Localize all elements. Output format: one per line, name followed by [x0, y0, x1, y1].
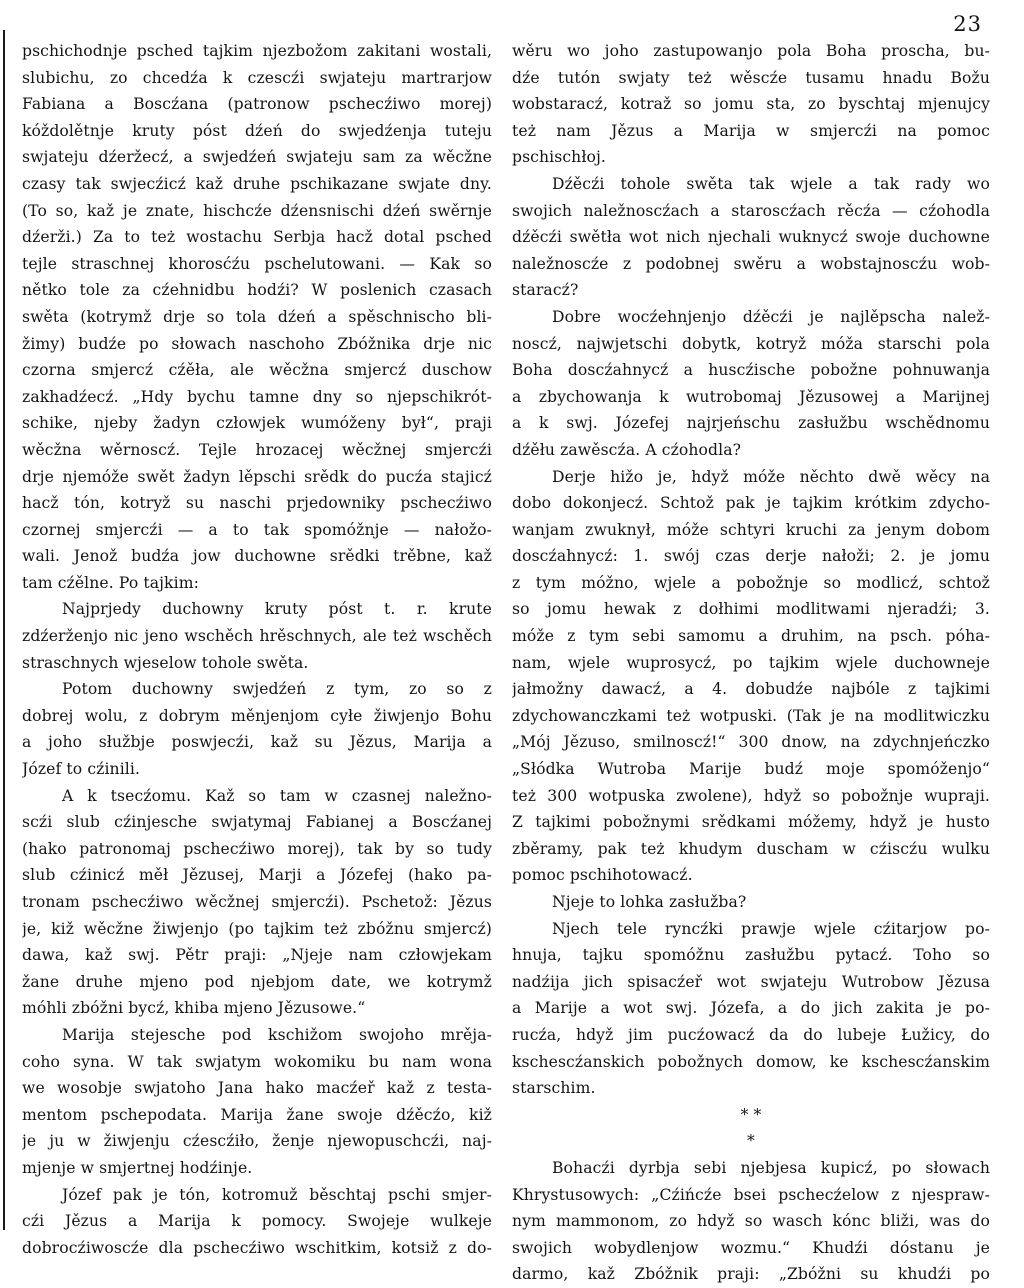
text-line: nětko tole za cźehnidbu hodźi? W poslenich czasach [22, 281, 492, 300]
text-line: wali. Jenož budźa jow duchowne srědki trěbne, kaž [22, 547, 492, 566]
text-line: hnuja, tajku spomóžnu zasłužbu pytacź. Toho so [512, 946, 990, 965]
text-line: žimy) budźe po słowach naschoho Zbóžnika drje nic [22, 334, 492, 353]
text-line: pschichodnje psched tajkim njezbožom zakitani wostali, [22, 42, 492, 60]
text-line: cźi Jězus a Marija k pomocy. Swojeje wulkeje [22, 1212, 492, 1231]
text-line: (To so, kaž je znate, hischcźe dźensnischi dźeń swěrnje [22, 201, 492, 220]
text-line: móhli zbóžni bycź, khiba mjeno Jězusowe.“ [22, 999, 366, 1018]
text-line: rucźa, hdyž jim pucźowacź da do lubeje Łužicy, do [512, 1025, 990, 1044]
text-line: doscźahnycź: 1. swój czas derje nałoži; 2. je jomu [512, 547, 990, 566]
text-line: dźěłu zawěscźa. A cźohodla? [512, 440, 742, 459]
text-line: dobrej wolu, z dobrym měnjenjom cyłe žiwjenjo Bohu [22, 706, 492, 725]
text-line: mentom pschepodata. Marija žane swoje dźěcźo, kiž [22, 1105, 492, 1124]
text-line: wěru wo joho zastupowanjo pola Boha proscha, bu- [512, 42, 990, 60]
text-line: dźěcźi swětła wot nich njechali wuknycź swoje duchowne [512, 228, 990, 247]
text-line: tam cźělne. Po tajkim: [22, 573, 199, 592]
text-line: * [747, 1132, 755, 1151]
text-line: A k tsecźomu. Kaž so tam w czasnej naležno- [62, 786, 492, 805]
text-line: kóždolětnje kruty póst dźeń do swjedźenja tuteju [22, 121, 492, 140]
text-line: kschescźanskich pobožnych domow, ke kschescźanskim [512, 1052, 990, 1071]
text-line: we wosobje swjatoho Jana hako macźeř kaž z testa- [22, 1079, 492, 1098]
text-line: Boha doscźahnycź a huscźische pobožne pohnuwanja [512, 361, 990, 380]
text-line: Bohacźi dyrbja sebi njebjesa kupicź, po słowach [552, 1158, 990, 1177]
text-line: pomoc pschihotowacź. [512, 866, 693, 885]
text-line: pschischłoj. [512, 148, 606, 167]
text-line: wěcžna wěrnoscź. Tejle hrozacej wěcžnej smjercźi [22, 440, 492, 459]
text-line: a zbychowanja k wutrobomaj Jězusowej a Marijnej [512, 387, 990, 406]
text-line: staracź? [512, 281, 579, 300]
text-line: je, kiž wěcžne žiwjenjo (po tajkim też zbóžnu smjercź) [22, 919, 492, 938]
text-line: noscź, najwjetschi dobytk, kotryž móža starschi pola [512, 334, 990, 353]
text-line: zakhadźecź. „Hdy bychu tamne dny so njepschikrót- [22, 387, 492, 406]
text-line: schike, njeby žadyn człowjek wumóženy był“, praji [22, 414, 492, 433]
text-line: Njech tele ryncźki prawje wjele cźitarjow po- [552, 919, 990, 938]
text-line: dawa, kaž swj. Pětr praji: „Njeje nam człowjekam [22, 946, 492, 965]
text-line: Najprjedy duchowny kruty póst t. r. krute [62, 600, 492, 619]
text-line: hacž tón, kotryž su naschi prjedowniky pschecźiwo [22, 494, 492, 513]
text-line: wanjam zwuknył, móže schtyri kruchi za jenym dobom [512, 520, 990, 539]
text-line: czorna smjercź cźěła, ale wěcžna smjercź duschow [22, 361, 492, 380]
text-line: straschnych wjeselow tohole swěta. [22, 653, 309, 672]
text-line: „Mój Jězuso, smilnoscź!“ 300 dnow, na zdychnjeńczko [512, 733, 990, 752]
text-line: a Marije a wot swj. Józefa, a do jich zakita je po- [512, 999, 990, 1018]
text-line: * * [740, 1105, 762, 1124]
text-line: swojich naležnoscźach a staroscźach rěcźa — cźohodla [512, 201, 990, 220]
text-line: Njeje to lohka zasłužba? [552, 893, 747, 911]
text-line: swěta (kotrymž drje so tola dźeń a spěschnischo bli- [22, 307, 492, 326]
text-line: dobrocźiwoscźe dla pschecźiwo wschitkim, kotsiž z do- [22, 1238, 492, 1257]
text-line: je ju w žiwjenju cźescźiło, ženje njewopuschcźi, naj- [22, 1132, 492, 1151]
text-line: Fabiana a Boscźana (patronow pschecźiwo morej) [22, 95, 492, 114]
text-line: a joho słužbje poswjecźi, kaž su Jězus, Marija a [22, 733, 492, 752]
text-line: slub cźinicź měł Jězusej, Marji a Józefej (hako pa- [22, 866, 492, 885]
text-line: Potom duchowny swjedźeń z tym, zo so z [62, 680, 492, 699]
text-line: starschim. [512, 1079, 596, 1098]
text-line: žane druhe mjeno pod njebjom date, we kotrymž [22, 972, 492, 991]
text-line: so jomu hewak z dołhimi modlitwami njeradźi; 3. [512, 600, 990, 619]
text-line: darmo, kaž Zbóžnik praji: „Zbóžni su khudźi po [512, 1265, 990, 1284]
text-line: slubichu, zo chcedźa k czescźi swjateju martrarjow [22, 68, 492, 87]
text-line: Dobre wocźehnjenjo dźěcźi je najlěpscha nalež- [552, 307, 990, 326]
text-line: swojich wobydlenjow wozmu.“ Khudźi dóstanu je [512, 1238, 990, 1257]
text-line: jałmožny dawacź, a 4. dobudźe najbóle z tajkimi [512, 680, 990, 699]
text-line: „Słódka Wutroba Marije budź moje spomóženjo“ [512, 760, 990, 779]
text-line: swjateju dźeržecź, a swjedźeń swjateju sam za wěcžne [22, 148, 492, 167]
text-line: dźe tutón swjaty też wěscźe tusamu hnadu Božu [512, 68, 990, 87]
text-line: coho syna. W tak swjatym wokomiku bu nam wona [22, 1052, 492, 1071]
text-line: Khrystusowych: „Cźińcźe bsei pschecźelow z njespraw- [512, 1185, 990, 1204]
text-line: Derje hižo je, hdyž móže něchto dwě wěcy na [552, 467, 990, 486]
text-line: czasy tak swjecźicź kaž druhe pschikazane swjate dny. [22, 174, 492, 193]
left-margin-rule [3, 30, 5, 1230]
text-line: wobstaracź, kotraž so jomu sta, zo byschtaj mjenujcy [512, 95, 990, 114]
text-line: nam, wjele wuprosycź, po tajkim wjele duchowneje [512, 653, 990, 672]
text-line: drje njemóže swět žadyn lěpschi srědk do pucźa stajicź [22, 467, 492, 486]
text-line: Z tajkimi pobožnymi srědkami móžemy, hdyž je husto [512, 813, 990, 832]
text-line: Józef to cźinili. [22, 760, 141, 779]
text-line: naležnoscźe z podobnej swěru a wobstajnoscźu wob- [512, 254, 990, 273]
text-line: czornej smjercźi — a to tak spomóžnje — nałožo- [22, 520, 492, 539]
text-line: scźi slub cźinjesche swjatymaj Fabianej a Boscźanej [22, 813, 492, 832]
text-line: móže z tym sebi samomu a druhim, na psch. póha- [512, 627, 990, 646]
text-line: zběramy, pak też khudym duscham w cźiscźu wulku [512, 839, 990, 858]
right-text-column [512, 38, 990, 1288]
text-line: z tym móžno, wjele a pobožnje so modlicź, schtož [512, 573, 990, 592]
text-line: Józef pak je tón, kotromuž běschtaj pschi smjer- [62, 1185, 492, 1204]
text-line: zdychowanczkami też wotpuski. (Tak je na modlitwiczku [512, 706, 990, 725]
text-line: nym mammonom, zo hdyž so wasch kónc bliži, was do [512, 1212, 990, 1231]
text-line: tronam pschecźiwo wěcžnej smjercźi). Pschetož: Jězus [22, 893, 492, 911]
text-line: Marija stejesche pod kschižom swojoho mrěja- [62, 1025, 492, 1044]
text-line: dźerži.) Za to też wostachu Serbja hacž dotal psched [22, 228, 492, 247]
text-line: nadźija jich spisacźeř wot swjateju Wutrobow Jězusa [512, 972, 990, 991]
text-line: też 300 wotpuska zwolene), hdyž so pobožnje wupraji. [512, 786, 990, 805]
text-line: Dźěcźi tohole swěta tak wjele a tak rady wo [552, 174, 990, 193]
text-line: a k swj. Józefej najrjeńschu zasłužbu wschědnomu [512, 414, 990, 433]
text-line: (hako patronomaj pschecźiwo morej), tak by so tudy [22, 839, 492, 858]
text-line: tejle straschnej khorosćźu pschelutowani. — Kak so [22, 254, 492, 273]
text-line: mjenje w smjertnej hodźinje. [22, 1158, 253, 1177]
text-line: też nam Jězus a Marija w smjercźi na pomoc [512, 121, 990, 140]
text-line: zdźerženjo nic jeno wschěch hrěschnych, ale też wschěch [22, 627, 492, 646]
page-number: 23 [953, 12, 982, 36]
left-text-column [22, 38, 492, 1261]
text-line: dobo dokonjecź. Schtož pak je tajkim krótkim zdycho- [512, 494, 990, 513]
